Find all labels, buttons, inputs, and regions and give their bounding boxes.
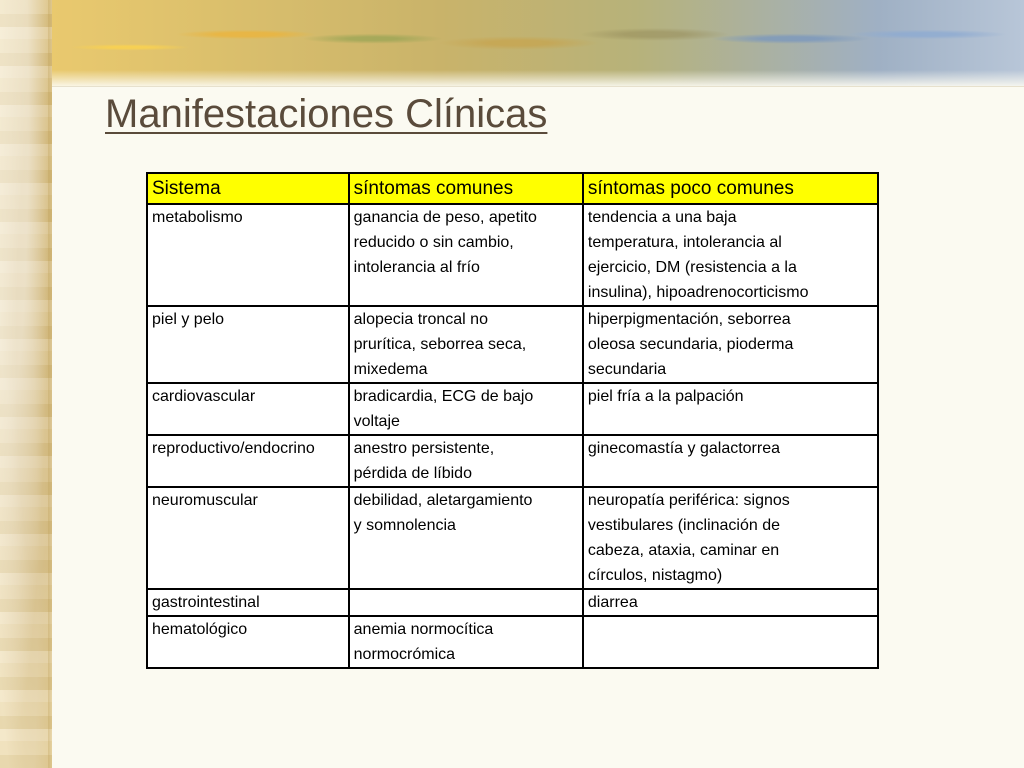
cell-system: metabolismo [147,204,349,306]
table-row [147,435,878,487]
cell-line: bradicardia, ECG de bajo [353,388,534,405]
cell-common-symptoms [349,306,583,383]
table-row [147,306,878,383]
table-body [147,204,878,668]
cell-line: anemia normocítica [353,621,494,638]
header-sintomas-comunes: síntomas comunes [349,173,583,204]
banner-divider [52,0,1024,87]
left-decorative-strip [0,0,52,768]
header-sintomas-poco-comunes: síntomas poco comunes [583,173,878,204]
cell-line: piel fría a la palpación [587,388,744,405]
cell-line: anestro persistente, [353,440,495,457]
cell-uncommon-symptoms [583,589,878,616]
cell-line: alopecia troncal no [353,311,488,328]
cell-line: y somnolencia [353,517,456,534]
table-header-row [147,173,878,204]
cell-system: reproductivo/endocrino [147,435,349,487]
cell-common-symptoms [349,487,583,589]
cell-uncommon-symptoms [583,435,878,487]
table-row [147,487,878,589]
cell-line: hiperpigmentación, seborrea [587,311,791,328]
cell-line: debilidad, aletargamiento [353,492,533,509]
cell-line: cabeza, ataxia, caminar en [587,542,780,559]
symptoms-table [146,172,879,669]
cell-line: círculos, nistagmo) [587,567,723,584]
cell-line: mixedema [353,361,428,378]
cell-line: voltaje [353,413,400,430]
cell-uncommon-symptoms [583,204,878,306]
cell-line: intolerancia al frío [353,259,480,276]
cell-system: neuromuscular [147,487,349,589]
slide-title: Manifestaciones Clínicas [105,92,548,136]
cell-uncommon-symptoms [583,306,878,383]
table-row [147,616,878,668]
cell-uncommon-symptoms [583,383,878,435]
cell-uncommon-symptoms [583,616,878,668]
cell-line: insulina), hipoadrenocorticismo [587,284,809,301]
cell-system: cardiovascular [147,383,349,435]
cell-line: ganancia de peso, apetito [353,209,537,226]
cell-common-symptoms [349,589,583,616]
cell-uncommon-symptoms [583,487,878,589]
cell-line: tendencia a una baja [587,209,737,226]
cell-line: secundaria [587,361,667,378]
cell-common-symptoms [349,204,583,306]
cell-system: hematológico [147,616,349,668]
header-sistema: Sistema [147,173,349,204]
table-row [147,204,878,306]
cell-line: diarrea [587,594,638,611]
cell-line: temperatura, intolerancia al [587,234,782,251]
cell-common-symptoms [349,383,583,435]
cell-common-symptoms [349,616,583,668]
cell-system: gastrointestinal [147,589,349,616]
cell-line: vestibulares (inclinación de [587,517,781,534]
table-row [147,589,878,616]
cell-line: ejercicio, DM (resistencia a la [587,259,797,276]
cell-system: piel y pelo [147,306,349,383]
cell-line: ginecomastía y galactorrea [587,440,781,457]
cell-common-symptoms [349,435,583,487]
cell-line: normocrómica [353,646,456,663]
cell-line: oleosa secundaria, pioderma [587,336,794,353]
table-row [147,383,878,435]
cell-line: neuropatía periférica: signos [587,492,790,509]
cell-line: prurítica, seborrea seca, [353,336,527,353]
cell-line: pérdida de líbido [353,465,472,482]
cell-line: reducido o sin cambio, [353,234,514,251]
